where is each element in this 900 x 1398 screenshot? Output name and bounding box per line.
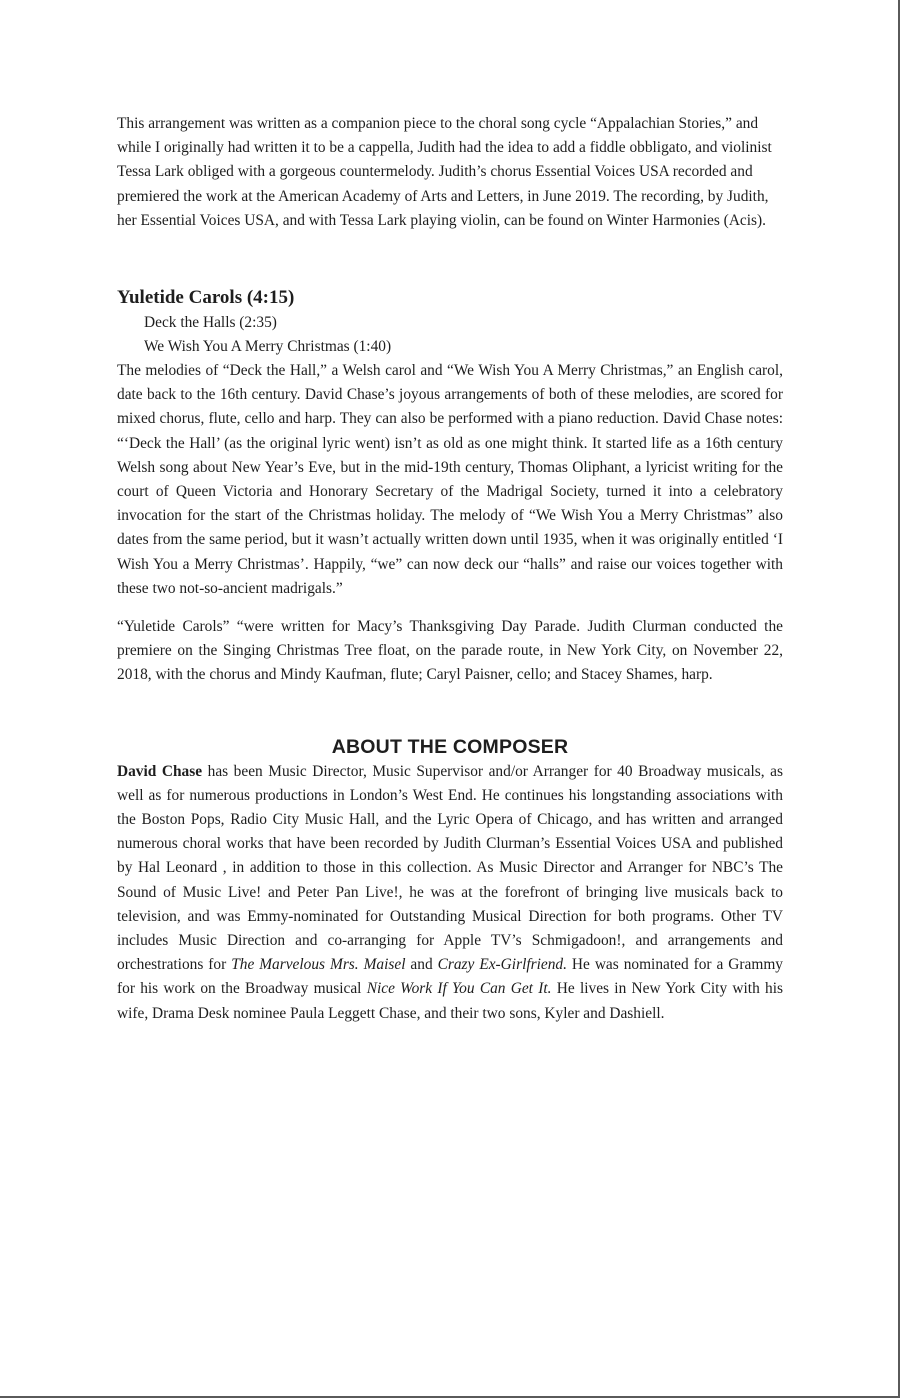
bio-text-2: and	[405, 956, 438, 974]
title-crazy-ex-girlfriend: Crazy Ex-Girlfriend.	[437, 956, 567, 974]
yuletide-premiere-paragraph: “Yuletide Carols” “were written for Macy’s Thanksgiving Day Parade. Judith Clurman conducted the premiere on the Singing Christmas Tree float, on the parade route, in New York City, on November 22, 2018, with the chorus and Mindy Kaufman, flute; Caryl Paisner, cello; and Stacey Shames, harp.	[117, 618, 783, 684]
composer-name: David Chase	[117, 762, 203, 780]
bio-text-4: He lives in New York City with his wife, Drama Desk nominee Paula Leggett Chase, and their two sons, Kyler and Dashiell.	[117, 980, 783, 1022]
composer-bio	[117, 760, 783, 1026]
intro-paragraph: This arrangement was written as a companion piece to the choral song cycle “Appalachian Stories,” and while I originally had written it to be a cappella, Judith had the idea to add a fiddle obbligato, and violinist Tessa Lark obliged with a gorgeous countermelody. Judith’s chorus Essential Voices USA recorded and premiered the work at the American Academy of Arts and Letters, in June 2019. The recording, by Judith, her Essential Voices USA, and with Tessa Lark playing violin, can be found on Winter Harmonies (Acis).	[117, 115, 772, 229]
page-content	[117, 112, 783, 1026]
bio-text-3: He was nominated for a Grammy for his work on the Broadway musical	[117, 956, 783, 998]
title-marvelous-mrs-maisel: The Marvelous Mrs. Maisel	[231, 956, 406, 974]
track-deck-the-halls: Deck the Halls (2:35)	[144, 314, 277, 332]
about-composer-heading: ABOUT THE COMPOSER	[331, 735, 569, 758]
track-we-wish-you: We Wish You A Merry Christmas (1:40)	[144, 338, 392, 356]
yuletide-notes-paragraph: The melodies of “Deck the Hall,” a Welsh carol and “We Wish You A Merry Christmas,” an English carol, date back to the 16th century. David Chase’s joyous arrangements of both of these melodies, are scored for mixed chorus, flute, cello and harp. They can also be performed with a piano reduction. David Chase notes: “‘Deck the Hall’ (as the original lyric went) isn’t as old as one might think. It started life as a 16th century Welsh song about New Year’s Eve, but in the mid-19th century, Thomas Oliphant, a lyricist writing for the court of Queen Victoria and Honorary Secretary of the Madrigal Society, turned it into a celebratory invocation for the start of the Christmas holiday. The melody of “We Wish You a Merry Christmas” also dates from the same period, but it wasn’t actually written down until 1935, when it was originally entitled ‘I Wish You a Merry Christmas’. Happily, “we” can now deck our “halls” and raise our voices together with these two not-so-ancient madrigals.”	[117, 362, 783, 597]
yuletide-title: Yuletide Carols (4:15)	[117, 287, 295, 309]
title-nice-work: Nice Work If You Can Get It.	[366, 980, 552, 998]
bio-text-1: has been Music Director, Music Supervisor and/or Arranger for 40 Broadway musicals, as well as for numerous productions in London’s West End. He continues his longstanding associations with the Boston Pops, Radio City Music Hall, and the Lyric Opera of Chicago, and has written and arranged numerous choral works that have been recorded by Judith Clurman’s Essential Voices USA and published by Hal Leonard , in addition to those in this collection. As Music Director and Arranger for NBC’s The Sound of Music Live! and Peter Pan Live!, he was at the forefront of bringing live musicals back to television, and was Emmy-nominated for Outstanding Musical Direction for both programs. Other TV includes Music Direction and co-arranging for Apple TV’s Schmigadoon!, and arrangements and orchestrations for	[117, 762, 783, 974]
